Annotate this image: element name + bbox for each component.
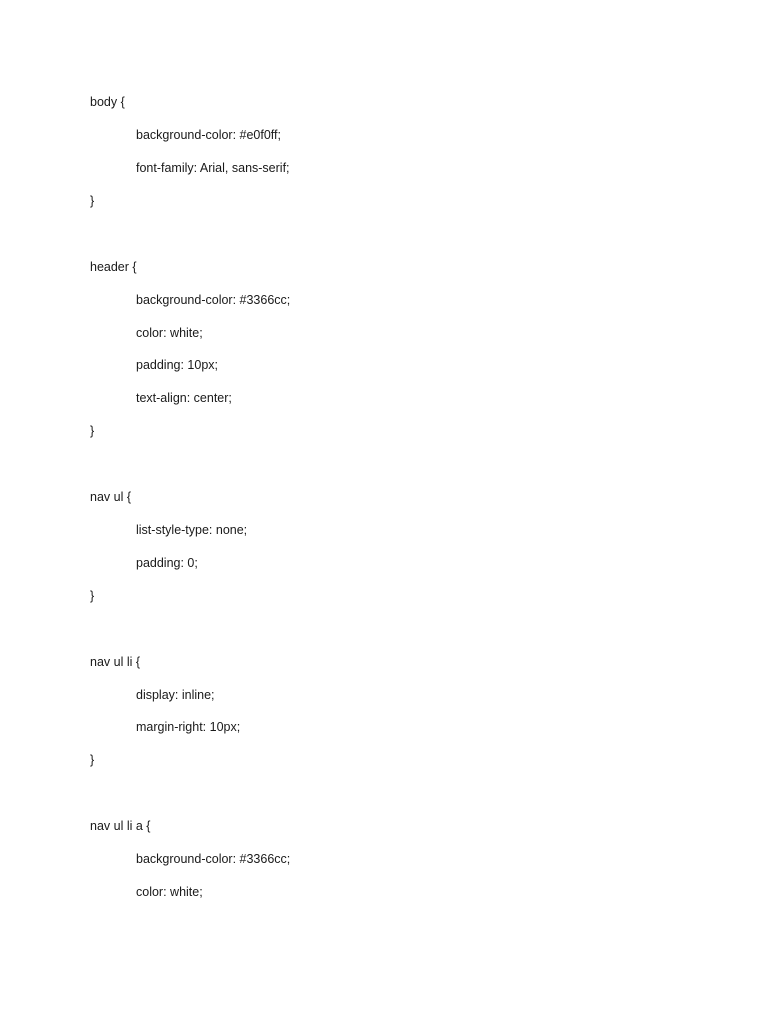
- declaration-line: color: white;: [136, 885, 203, 899]
- declaration-line: padding: 10px;: [136, 358, 219, 372]
- closing-brace: }: [90, 753, 95, 767]
- declaration-line: background-color: #3366cc;: [136, 852, 291, 866]
- declaration-line: text-align: center;: [136, 391, 232, 405]
- declaration-line: background-color: #e0f0ff;: [136, 128, 282, 142]
- closing-brace: }: [90, 424, 95, 438]
- closing-brace: }: [90, 589, 95, 603]
- declaration-line: margin-right: 10px;: [136, 720, 241, 734]
- declaration-line: list-style-type: none;: [136, 523, 248, 537]
- rule-selector-nav-ul-li-a: nav ul li a {: [90, 819, 151, 833]
- closing-brace: }: [90, 194, 95, 208]
- declaration-line: color: white;: [136, 326, 203, 340]
- rule-selector-nav-ul-li: nav ul li {: [90, 655, 141, 669]
- declaration-line: padding: 0;: [136, 556, 198, 570]
- rule-selector-body: body {: [90, 95, 125, 109]
- declaration-line: display: inline;: [136, 688, 215, 702]
- rule-selector-nav-ul: nav ul {: [90, 490, 132, 504]
- rule-selector-header: header {: [90, 260, 137, 274]
- declaration-line: font-family: Arial, sans-serif;: [136, 161, 290, 175]
- declaration-line: background-color: #3366cc;: [136, 293, 291, 307]
